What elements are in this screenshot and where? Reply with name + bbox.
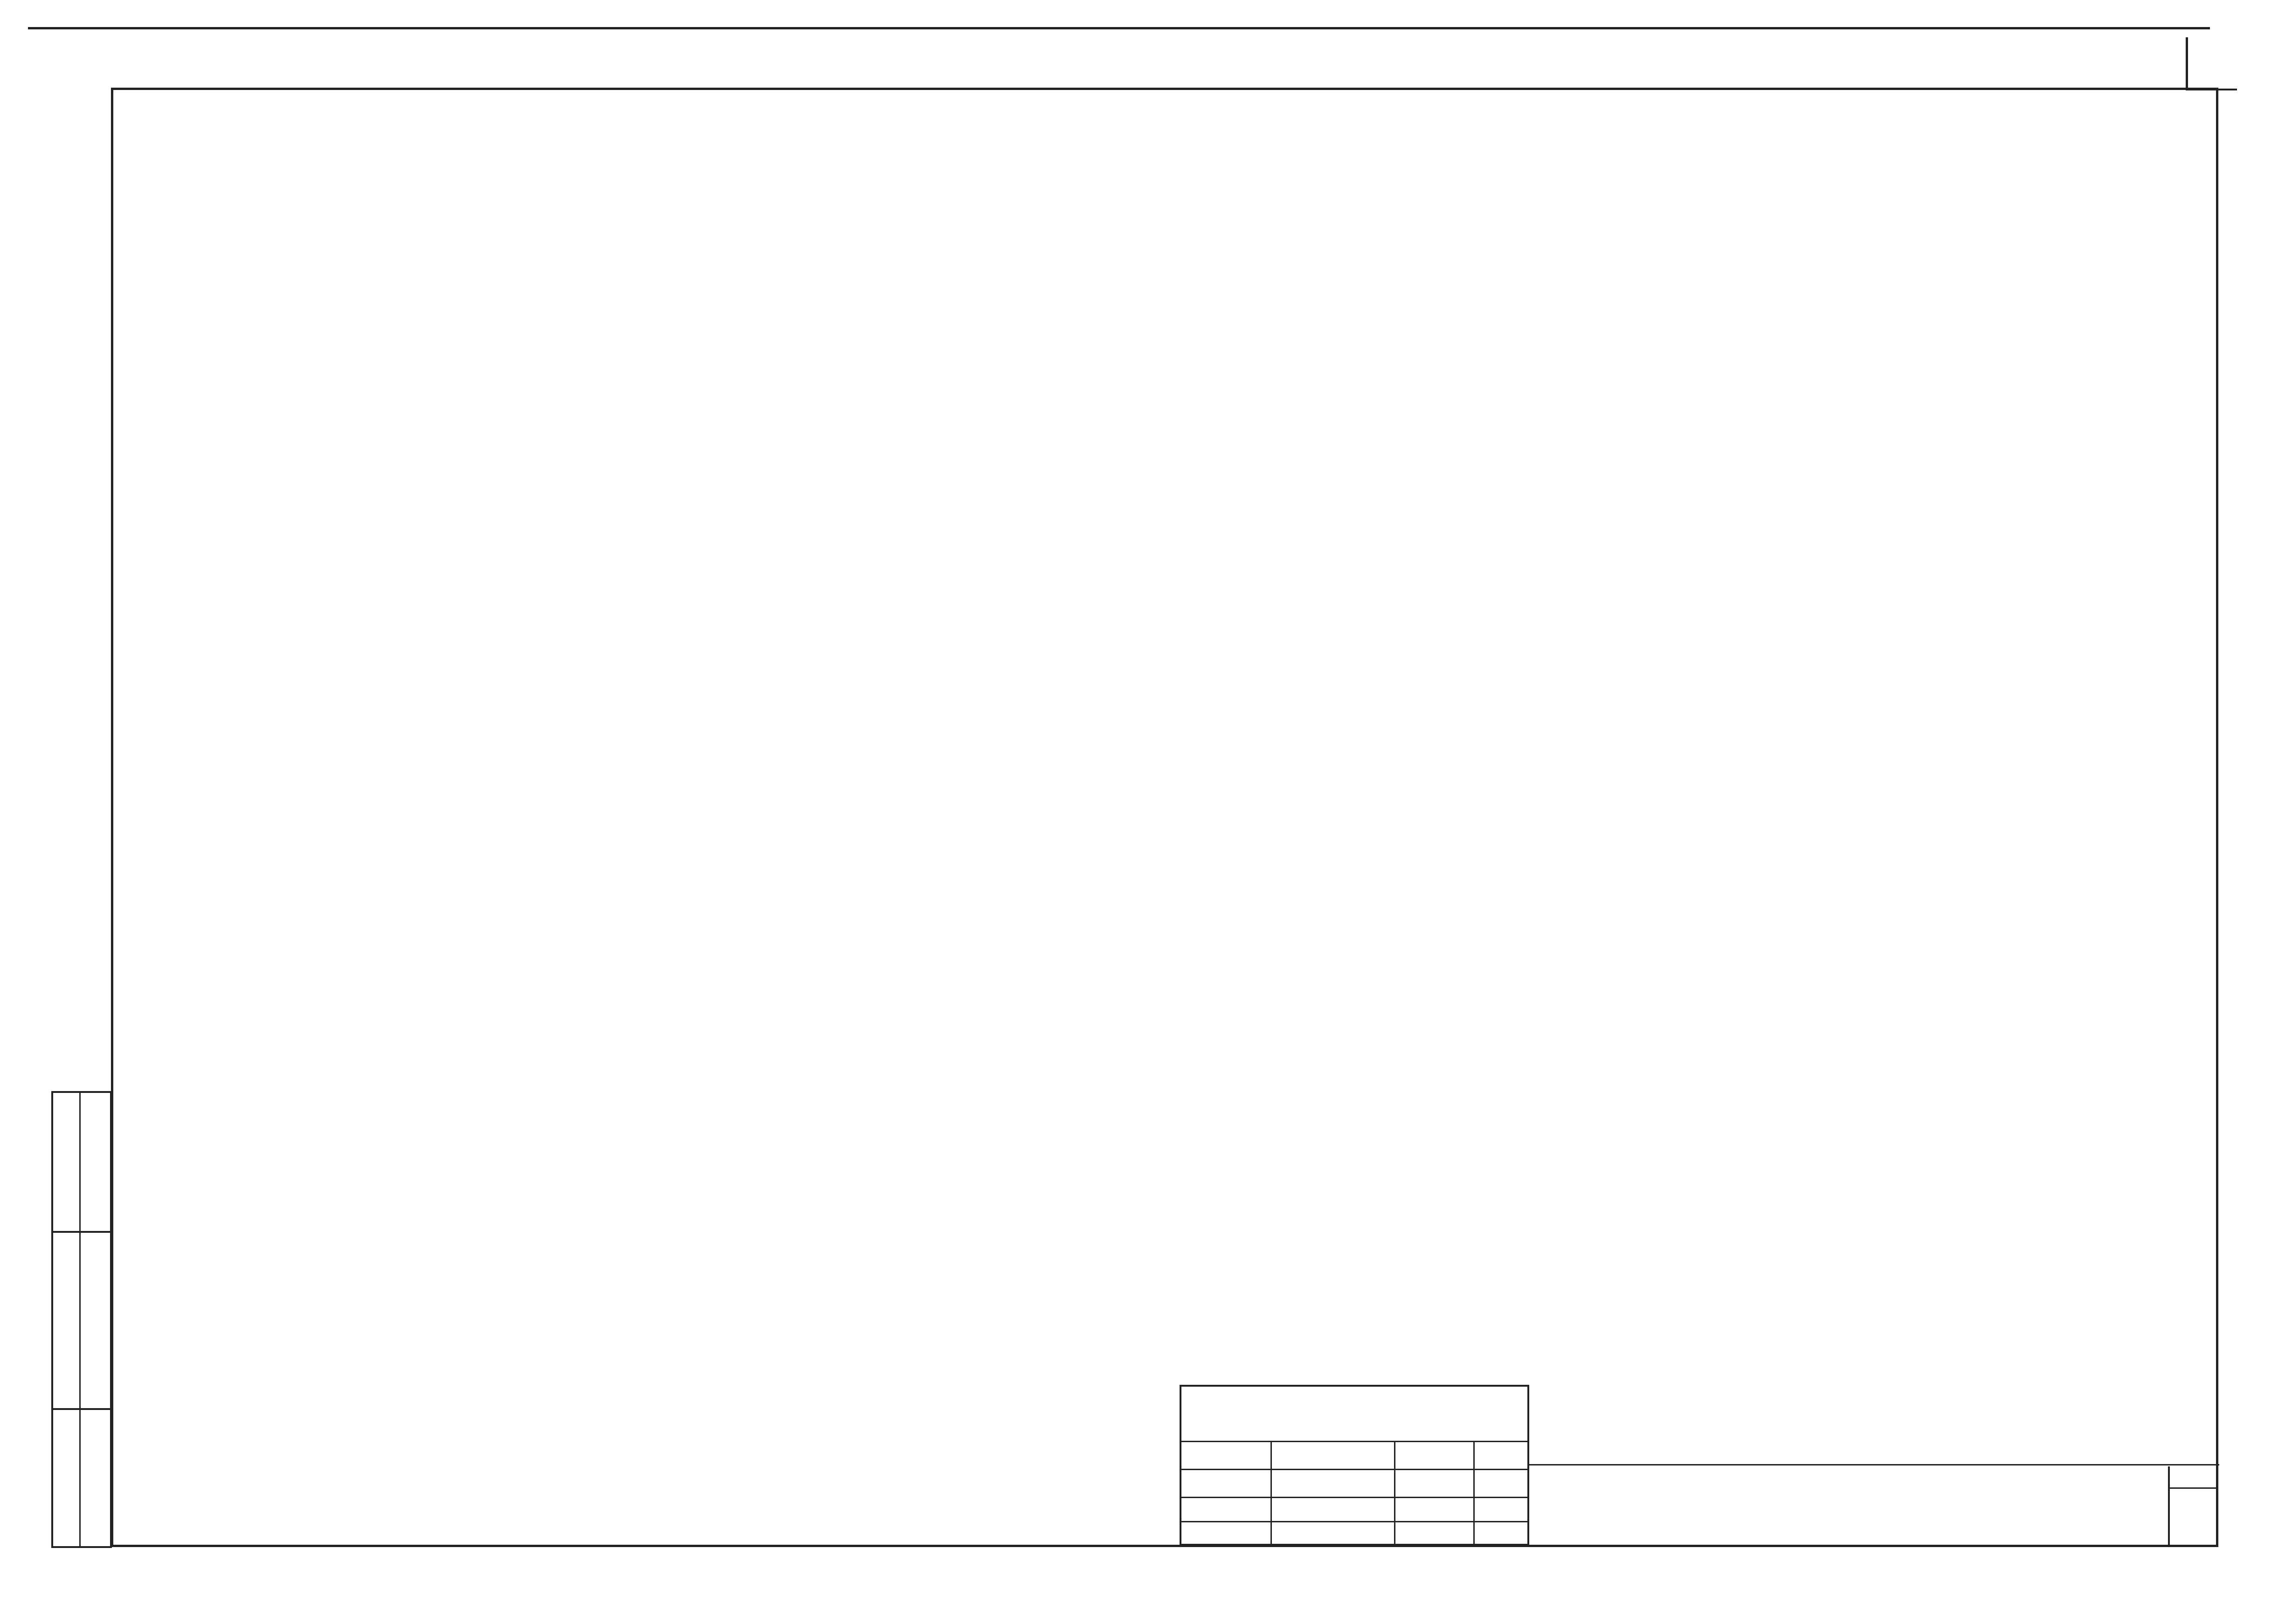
- header-plant-code: [1473, 103, 1660, 275]
- header-unit-name: [1315, 159, 1394, 275]
- stamp-line-h4: [1180, 1521, 1529, 1522]
- side-stamp-divider: [79, 1091, 81, 1548]
- list-box: [2168, 1466, 2220, 1546]
- header-position: [112, 89, 219, 275]
- side-stamp-sep-2: [51, 1408, 112, 1410]
- header-quantity: [1981, 103, 2089, 275]
- top-rule: [28, 27, 2210, 29]
- corner-number-box: [2186, 37, 2237, 90]
- header-mass: [2089, 103, 2219, 275]
- stamp-line-v3: [1473, 1441, 1475, 1546]
- side-stamp-frame: [51, 1091, 112, 1548]
- header-equipment-code: [1660, 103, 1846, 275]
- stamp-line-v2: [1394, 1441, 1395, 1546]
- stamp-line-h2: [1180, 1469, 1529, 1470]
- stamp-line-h3: [1180, 1497, 1529, 1498]
- side-stamp-sep-1: [51, 1231, 112, 1233]
- table-frame: [111, 88, 2218, 1547]
- stamp-line-v1: [1270, 1441, 1272, 1546]
- header-unit-group: [1315, 93, 1473, 159]
- list-label-line: [2168, 1487, 2218, 1489]
- header-price: [1846, 103, 1981, 275]
- header-type: [1128, 107, 1315, 275]
- title-block-line: [1529, 1464, 2219, 1465]
- header-unit-code: [1394, 159, 1473, 275]
- stamp-line-h1: [1180, 1441, 1529, 1442]
